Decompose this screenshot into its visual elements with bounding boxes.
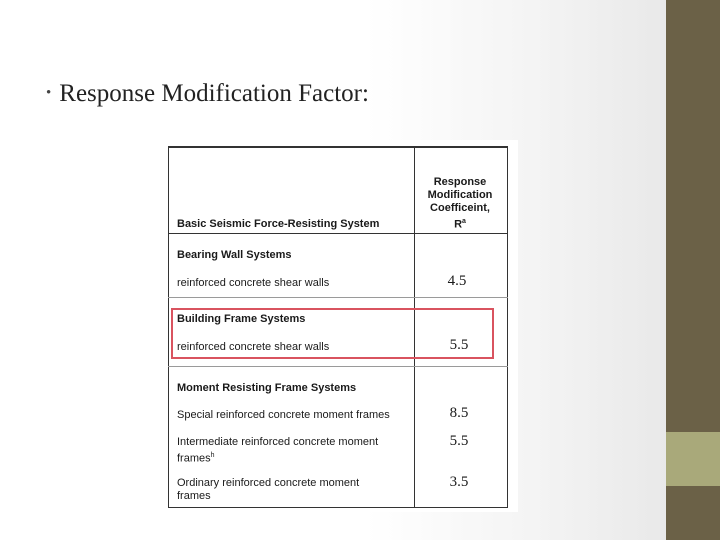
row-value: 4.5 (447, 273, 467, 289)
group-rule-2 (168, 366, 508, 367)
row-value: 8.5 (449, 405, 469, 421)
group-title-building-frame: Building Frame Systems (177, 313, 306, 325)
bullet-point (46, 80, 369, 108)
row-label: reinforced concrete shear walls (177, 277, 330, 289)
row-value: 5.5 (449, 433, 469, 449)
row-label-cont: frames$^h$ (177, 452, 215, 465)
row-label: Intermediate reinforced concrete moment (177, 436, 379, 448)
row-value: 5.5 (449, 337, 469, 353)
bullet-text: Response Modification Factor: (59, 80, 369, 107)
group-rule-1 (168, 297, 508, 298)
header-left: Basic Seismic Force-Resisting System (177, 218, 380, 230)
row-label: Ordinary reinforced concrete moment (177, 477, 360, 489)
header-rule (168, 233, 508, 234)
row-label: reinforced concrete shear walls (177, 341, 330, 353)
table-right-rule (507, 146, 508, 508)
group-title-bearing-wall: Bearing Wall Systems (177, 249, 292, 261)
decorative-side-accent (666, 432, 720, 486)
highlight-box (171, 308, 494, 359)
bullet-icon: • (46, 85, 52, 101)
table-top-rule (168, 146, 508, 148)
table-bottom-rule (168, 507, 508, 508)
row-label-cont: frames (177, 490, 211, 502)
header-right: Response Modification Coefficeint, $R^a$ (427, 176, 493, 231)
row-label: Special reinforced concrete moment frames (177, 409, 390, 421)
table-left-rule (168, 146, 169, 508)
row-value: 3.5 (449, 474, 469, 490)
group-title-moment-resisting: Moment Resisting Frame Systems (177, 382, 357, 394)
